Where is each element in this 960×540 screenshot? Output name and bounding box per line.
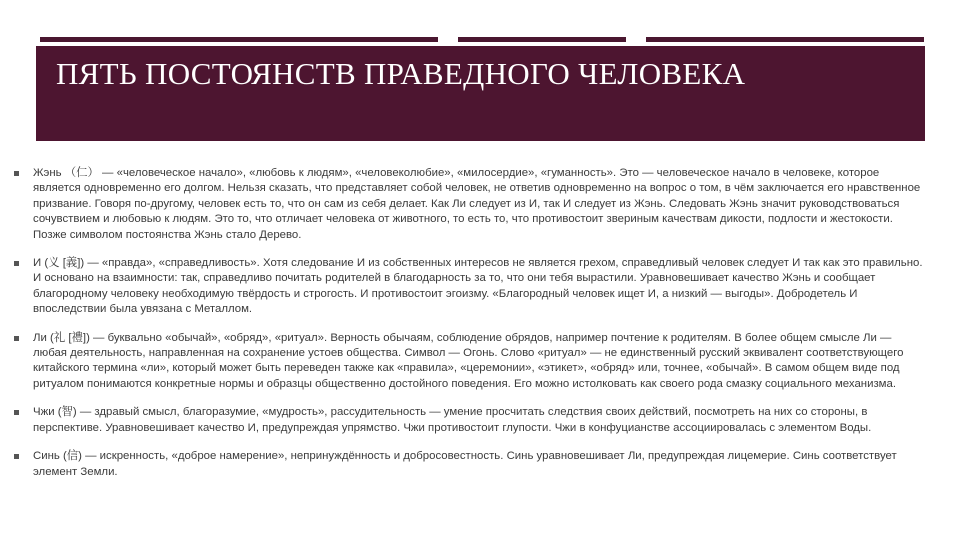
square-bullet-icon <box>14 171 19 176</box>
list-item-text: Жэнь （仁） — «человеческое начало», «любовь к людям», «человеколюбие», «милосердие», «гуманность». Это — человеческое начало в человеке, которое является одновременно его долгом. Нельзя сказать, что представляет собой человек, не ответив одновременно на вопрос о том, в чём заключается его нравственное призвание. Говоря по-другому, человек есть то, что он сам из себя делает. Как Ли следует из И, так И следует из Жэнь. Следовать Жэнь значит руководствоваться сочувствием и любовью к людям. Это то, что отличает человека от животного, то есть то, что противостоит звериным качествам дикости, подлости и жестокости. Позже символом постоянства Жэнь стало Дерево. <box>33 167 921 241</box>
square-bullet-icon <box>14 261 19 266</box>
list-item <box>14 256 924 318</box>
bullet-list <box>14 166 924 493</box>
list-item <box>14 405 924 436</box>
list-item <box>14 166 924 243</box>
top-rule-segment <box>40 37 438 42</box>
top-rule-segment <box>458 37 626 42</box>
list-item-text: Синь (信) — искренность, «доброе намерение», непринуждённость и добросовестность. Синь уравновешивает Ли, предупреждая лицемерие. Синь соответствует элемент Земли. <box>33 450 897 478</box>
list-item-text: Ли (礼 [禮]) — буквально «обычай», «обряд», «ритуал». Верность обычаям, соблюдение обрядов, например почтение к родителям. В более общем смысле Ли — любая деятельность, направленная на сохранение устоев общества. Символ — Огонь. Слово «ритуал» — не единственный русский эквивалент соответствующего китайского термина «ли», который может быть переведен также как «правила», «церемонии», «этикет», «обряд» или, точнее, «обычай». В самом общем виде под ритуалом понимаются конкретные нормы и образцы общественно достойного поведения. Его можно истолковать как своего рода смазку социального механизма. <box>33 331 904 390</box>
list-item-text: Чжи (智) — здравый смысл, благоразумие, «мудрость», рассудительность — умение просчитать следствия своих действий, посмотреть на них со стороны, в перспективе. Уравновешивает качество И, предупреждая упрямство. Чжи противостоит глупости. Чжи в конфуцианстве ассоциировалась с элементом Воды. <box>33 406 872 434</box>
title-band <box>36 46 925 141</box>
slide-title: ПЯТЬ ПОСТОЯНСТВ ПРАВЕДНОГО ЧЕЛОВЕКА <box>56 56 746 91</box>
list-item-text: И (义 [義]) — «правда», «справедливость». Хотя следование И из собственных интересов не является грехом, справедливый человек следует И так как это правильно. И основано на взаимности: так, справедливо почитать родителей в благодарность за то, что они тебя вырастили. Уравновешивает качество Жэнь и сообщает благородному человеку необходимую твёрдость и строгость. И противостоит эгоизму. «Благородный человек ищет И, а низкий — выгоды». Добродетель И впоследствии была увязана с Металлом. <box>33 257 923 316</box>
top-rule-segment <box>646 37 924 42</box>
list-item <box>14 331 924 393</box>
square-bullet-icon <box>14 336 19 341</box>
list-item <box>14 449 924 480</box>
square-bullet-icon <box>14 454 19 459</box>
square-bullet-icon <box>14 410 19 415</box>
